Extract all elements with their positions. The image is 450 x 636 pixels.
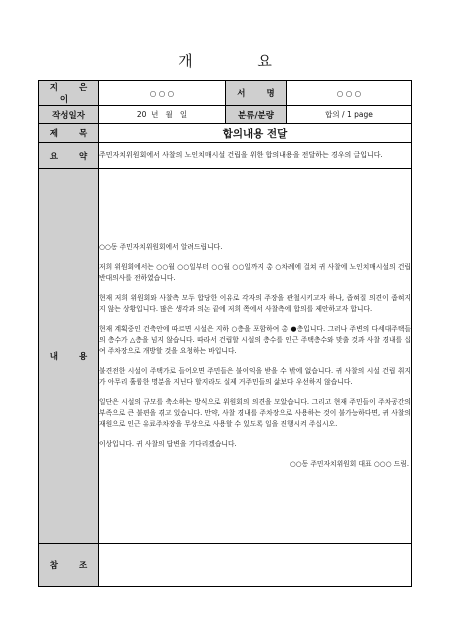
- content-paragraph: 현재 계획중인 건축안에 따르면 시설은 지하 ○층을 포함하여 총 ●층입니다. 그러나 주변의 다세대주택들의 층수가 △층을 넘지 않습니다. 따라서 건립할 시설의 층수를 인근 주택층수와 맞출 것과 사찰 경내를 십여 주차장으로 개방할 것을 요청하는 바입니다.: [99, 325, 411, 355]
- content-body: [99, 169, 412, 544]
- signoff: ○○동 주민자치위원회 대표 ○○○ 드림.: [289, 460, 409, 468]
- author-row: [39, 81, 412, 106]
- content-paragraph: 이상입니다. 귀 사찰의 답변을 기다리겠습니다.: [99, 440, 237, 448]
- date-row: [39, 106, 412, 124]
- summary-value: 주민자치위원회에서 사찰의 노인치매시설 건립을 위한 합의내용을 전달하는 경우의 글입니다.: [99, 143, 412, 169]
- reference-row: [39, 544, 412, 587]
- reference-value: [99, 544, 412, 587]
- content-label: 내 용: [39, 169, 99, 544]
- subject-label: 제 목: [39, 124, 99, 143]
- content-paragraph: 일단은 시설의 규모를 축소하는 방식으로 위원회의 의견을 모았습니다. 그리고 현재 주민들이 주차공간의 부족으로 큰 불편을 겪고 있습니다. 만약, 사찰 경내를 주차장으로 사용하는 것이 불가능하다면, 귀 사찰의 재원으로 인근 유료주차장을 무상으로 사용할 수 있도록 일을 진행시켜 주십시오.: [99, 398, 411, 428]
- date-value: 20 년 월 일: [99, 106, 226, 124]
- signature-value: ○ ○ ○: [287, 81, 412, 106]
- subject-value: 합의내용 전달: [99, 124, 412, 143]
- author-value: ○ ○ ○: [99, 81, 226, 106]
- subject-row: [39, 124, 412, 143]
- content-paragraph: 저희 위원회에서는 ○○월 ○○일부터 ○○월 ○○일까지 총 ○차례에 걸쳐 귀 사찰에 노인치매시설의 건립 반대의사를 전하였습니다.: [99, 263, 411, 282]
- category-value: 합의 / 1 page: [287, 106, 412, 124]
- reference-label: 참 조: [39, 544, 99, 587]
- summary-row: [39, 143, 412, 169]
- content-row: [39, 169, 412, 544]
- content-paragraph: 불견전한 시설이 주택가로 들어오면 주민들은 불이익을 받을 수 밖에 없습니다. 귀 사찰의 시설 건립 취지가 아무리 훌륭한 명분을 지닌다 할지라도 실제 거주민들의 삶보다 우선하지 않습니다.: [99, 367, 411, 386]
- author-label: 지 은 이: [39, 81, 99, 106]
- page-title: 개 요: [178, 52, 302, 70]
- summary-label: 요 약: [39, 143, 99, 169]
- content-paragraph: ○○동 주민자치위원회에서 알려드립니다.: [99, 243, 223, 251]
- date-label: 작성일자: [39, 106, 99, 124]
- category-label: 분류/분량: [226, 106, 287, 124]
- document-summary-form: [38, 80, 412, 587]
- signature-label: 서 명: [226, 81, 287, 106]
- content-paragraph: 현재 저희 위원회와 사찰측 모두 합당한 이유로 각자의 주장을 관철시키고자 하나, 좁혀질 의견이 좁혀지지 않는 상황입니다. 많은 생각과 의논 끝에 저희 쪽에서 사찰측에 합의를 제안하고자 합니다.: [99, 294, 411, 313]
